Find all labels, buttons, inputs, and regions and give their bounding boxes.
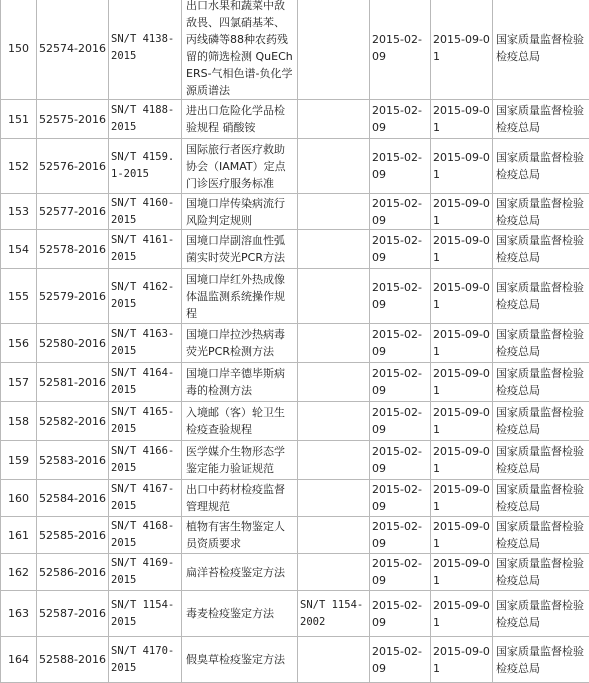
implement-date: 2015-09-01: [431, 139, 493, 194]
registration-number: 52588-2016: [37, 637, 109, 683]
row-index: 153: [1, 194, 37, 230]
replaced-standard: [298, 139, 370, 194]
standard-number: SN/T 1154-2015: [109, 591, 182, 637]
publish-date: 2015-02-09: [370, 554, 431, 591]
publish-date: 2015-02-09: [370, 0, 431, 100]
implement-date: 2015-09-01: [431, 441, 493, 480]
issuing-authority: 国家质量监督检验检疫总局: [493, 269, 589, 324]
registration-number: 52578-2016: [37, 230, 109, 269]
standard-number: SN/T 4170-2015: [109, 637, 182, 683]
issuing-authority: 国家质量监督检验检疫总局: [493, 517, 589, 554]
publish-date: 2015-02-09: [370, 269, 431, 324]
implement-date: 2015-09-01: [431, 324, 493, 363]
row-index: 163: [1, 591, 37, 637]
row-index: 151: [1, 100, 37, 139]
table-row: [1, 100, 589, 139]
standard-title: 医学媒介生物形态学鉴定能力验证规范: [182, 441, 298, 480]
row-index: 150: [1, 0, 37, 100]
row-index: 152: [1, 139, 37, 194]
standard-title: 国境口岸辛德毕斯病毒的检测方法: [182, 363, 298, 402]
registration-number: 52574-2016: [37, 0, 109, 100]
registration-number: 52575-2016: [37, 100, 109, 139]
standard-title: 国境口岸副溶血性弧菌实时荧光PCR方法: [182, 230, 298, 269]
row-index: 158: [1, 402, 37, 441]
implement-date: 2015-09-01: [431, 637, 493, 683]
standard-number: SN/T 4159.1-2015: [109, 139, 182, 194]
table-row: [1, 139, 589, 194]
replaced-standard: [298, 480, 370, 517]
standard-title: 进出口危险化学品检验规程 硝酸铵: [182, 100, 298, 139]
registration-number: 52576-2016: [37, 139, 109, 194]
table-row: [1, 0, 589, 100]
publish-date: 2015-02-09: [370, 363, 431, 402]
replaced-standard: [298, 363, 370, 402]
publish-date: 2015-02-09: [370, 480, 431, 517]
implement-date: 2015-09-01: [431, 0, 493, 100]
implement-date: 2015-09-01: [431, 480, 493, 517]
row-index: 157: [1, 363, 37, 402]
publish-date: 2015-02-09: [370, 637, 431, 683]
table-row: [1, 480, 589, 517]
implement-date: 2015-09-01: [431, 100, 493, 139]
publish-date: 2015-02-09: [370, 591, 431, 637]
row-index: 161: [1, 517, 37, 554]
registration-number: 52580-2016: [37, 324, 109, 363]
implement-date: 2015-09-01: [431, 517, 493, 554]
row-index: 155: [1, 269, 37, 324]
table-row: [1, 554, 589, 591]
registration-number: 52586-2016: [37, 554, 109, 591]
row-index: 156: [1, 324, 37, 363]
standard-number: SN/T 4167-2015: [109, 480, 182, 517]
replaced-standard: [298, 441, 370, 480]
table-row: [1, 230, 589, 269]
replaced-standard: [298, 269, 370, 324]
standard-number: SN/T 4169-2015: [109, 554, 182, 591]
row-index: 159: [1, 441, 37, 480]
standard-number: SN/T 4138-2015: [109, 0, 182, 100]
implement-date: 2015-09-01: [431, 363, 493, 402]
table-body: [1, 0, 589, 683]
standard-number: SN/T 4162-2015: [109, 269, 182, 324]
publish-date: 2015-02-09: [370, 517, 431, 554]
implement-date: 2015-09-01: [431, 230, 493, 269]
standard-title: 入境邮（客）轮卫生检疫查验规程: [182, 402, 298, 441]
issuing-authority: 国家质量监督检验检疫总局: [493, 0, 589, 100]
standard-number: SN/T 4164-2015: [109, 363, 182, 402]
implement-date: 2015-09-01: [431, 402, 493, 441]
publish-date: 2015-02-09: [370, 402, 431, 441]
replaced-standard: SN/T 1154-2002: [298, 591, 370, 637]
standard-title: 国境口岸红外热成像体温监测系统操作规程: [182, 269, 298, 324]
registration-number: 52582-2016: [37, 402, 109, 441]
replaced-standard: [298, 230, 370, 269]
issuing-authority: 国家质量监督检验检疫总局: [493, 554, 589, 591]
replaced-standard: [298, 554, 370, 591]
standard-number: SN/T 4163-2015: [109, 324, 182, 363]
issuing-authority: 国家质量监督检验检疫总局: [493, 139, 589, 194]
issuing-authority: 国家质量监督检验检疫总局: [493, 194, 589, 230]
registration-number: 52583-2016: [37, 441, 109, 480]
registration-number: 52585-2016: [37, 517, 109, 554]
implement-date: 2015-09-01: [431, 591, 493, 637]
issuing-authority: 国家质量监督检验检疫总局: [493, 591, 589, 637]
publish-date: 2015-02-09: [370, 100, 431, 139]
publish-date: 2015-02-09: [370, 324, 431, 363]
issuing-authority: 国家质量监督检验检疫总局: [493, 480, 589, 517]
table-row: [1, 402, 589, 441]
registration-number: 52577-2016: [37, 194, 109, 230]
standard-title: 植物有害生物鉴定人员资质要求: [182, 517, 298, 554]
replaced-standard: [298, 194, 370, 230]
replaced-standard: [298, 100, 370, 139]
replaced-standard: [298, 517, 370, 554]
table-row: [1, 363, 589, 402]
standard-title: 假臭草检疫鉴定方法: [182, 637, 298, 683]
table-row: [1, 324, 589, 363]
standard-number: SN/T 4168-2015: [109, 517, 182, 554]
publish-date: 2015-02-09: [370, 441, 431, 480]
row-index: 164: [1, 637, 37, 683]
replaced-standard: [298, 324, 370, 363]
publish-date: 2015-02-09: [370, 139, 431, 194]
issuing-authority: 国家质量监督检验检疫总局: [493, 363, 589, 402]
table-row: [1, 441, 589, 480]
standard-number: SN/T 4165-2015: [109, 402, 182, 441]
publish-date: 2015-02-09: [370, 230, 431, 269]
issuing-authority: 国家质量监督检验检疫总局: [493, 324, 589, 363]
replaced-standard: [298, 637, 370, 683]
standard-number: SN/T 4160-2015: [109, 194, 182, 230]
standard-number: SN/T 4188-2015: [109, 100, 182, 139]
implement-date: 2015-09-01: [431, 269, 493, 324]
issuing-authority: 国家质量监督检验检疫总局: [493, 637, 589, 683]
standard-number: SN/T 4166-2015: [109, 441, 182, 480]
standard-title: 国境口岸传染病流行风险判定规则: [182, 194, 298, 230]
publish-date: 2015-02-09: [370, 194, 431, 230]
registration-number: 52581-2016: [37, 363, 109, 402]
row-index: 162: [1, 554, 37, 591]
issuing-authority: 国家质量监督检验检疫总局: [493, 230, 589, 269]
table-row: [1, 591, 589, 637]
issuing-authority: 国家质量监督检验检疫总局: [493, 441, 589, 480]
table-row: [1, 517, 589, 554]
row-index: 154: [1, 230, 37, 269]
standard-title: 出口水果和蔬菜中敌敌畏、四氯硝基苯、丙线磷等88种农药残留的筛选检测 QuEChERS-气相色谱-负化学源质谱法: [182, 0, 298, 100]
table-row: [1, 194, 589, 230]
standard-number: SN/T 4161-2015: [109, 230, 182, 269]
table-row: [1, 269, 589, 324]
standard-title: 国境口岸拉沙热病毒荧光PCR检测方法: [182, 324, 298, 363]
issuing-authority: 国家质量监督检验检疫总局: [493, 402, 589, 441]
standard-title: 扁洋苔检疫鉴定方法: [182, 554, 298, 591]
implement-date: 2015-09-01: [431, 194, 493, 230]
standard-title: 出口中药材检疫监督管理规范: [182, 480, 298, 517]
replaced-standard: [298, 402, 370, 441]
registration-number: 52579-2016: [37, 269, 109, 324]
issuing-authority: 国家质量监督检验检疫总局: [493, 100, 589, 139]
standard-title: 国际旅行者医疗救助协会（IAMAT）定点门诊医疗服务标准: [182, 139, 298, 194]
implement-date: 2015-09-01: [431, 554, 493, 591]
row-index: 160: [1, 480, 37, 517]
registration-number: 52584-2016: [37, 480, 109, 517]
replaced-standard: [298, 0, 370, 100]
registration-number: 52587-2016: [37, 591, 109, 637]
table-row: [1, 637, 589, 683]
standard-title: 毒麦检疫鉴定方法: [182, 591, 298, 637]
